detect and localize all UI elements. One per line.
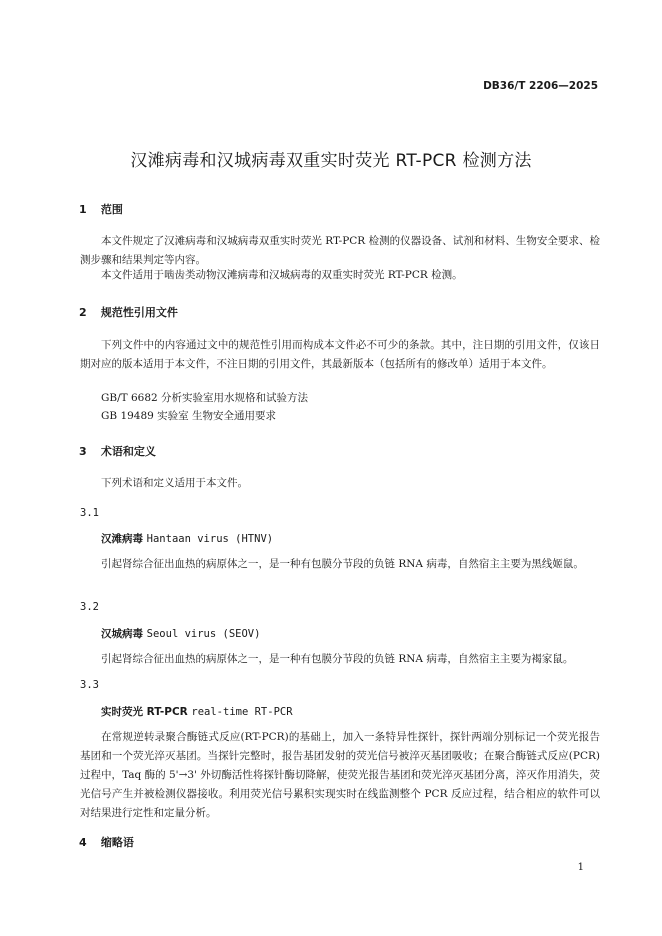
term-number: 3.1 [80, 507, 99, 519]
section-number: 4 [79, 836, 87, 849]
reference-item: GB/T 6682 分析实验室用水规格和试验方法 [101, 392, 309, 404]
term-heading [101, 531, 273, 546]
section-title: 规范性引用文件 [100, 306, 178, 319]
section-heading-scope [79, 201, 123, 217]
section-heading-abbreviations [79, 834, 134, 850]
document-number: DB36/T 2206—2025 [483, 80, 598, 92]
term-zh: 汉城病毒 [101, 628, 143, 640]
section-title: 缩略语 [100, 836, 134, 849]
section-heading-normative [79, 304, 178, 320]
page-title: 汉滩病毒和汉城病毒双重实时荧光 RT-PCR 检测方法 [130, 151, 532, 171]
term-heading [101, 626, 260, 641]
term-heading [101, 704, 293, 719]
section-title: 范围 [100, 203, 123, 216]
term-definition: 在常规逆转录聚合酶链式反应(RT-PCR)的基础上，加入一条特异性探针，探针两端分别标记一个荧光报告基团和一个荧光淬灭基团。当探针完整时，报告基团发射的荧光信号被淬灭基团吸收；在聚合酶链式反应(PCR)过程中，Taq 酶的 5'→3' 外切酶活性将探针酶切降解，使荧光报告基团和荧光淬灭基团分离，淬灭作用消失，荧光信号产生并被检测仪器接收。利用荧光信号累积实现实时在线监测整个 PCR 反应过程，结合相应的软件可以对结果进行定性和定量分析。 [80, 731, 600, 819]
section-heading-terms [79, 443, 156, 459]
reference-item: GB 19489 实验室 生物安全通用要求 [101, 410, 277, 422]
term-en: Hantaan virus (HTNV) [146, 533, 274, 545]
term-definition: 引起肾综合征出血热的病原体之一，是一种有包膜分节段的负链 RNA 病毒，自然宿主主要为褐家鼠。 [101, 653, 574, 665]
term-number: 3.2 [80, 601, 99, 613]
section-title: 术语和定义 [100, 445, 156, 458]
term-number: 3.3 [80, 679, 99, 691]
section-number: 1 [79, 203, 87, 216]
term-zh: 实时荧光 RT-PCR [101, 706, 188, 718]
normative-paragraph: 下列文件中的内容通过文中的规范性引用而构成本文件必不可少的条款。其中，注日期的引用文件，仅该日期对应的版本适用于本文件，不注日期的引用文件，其最新版本（包括所有的修改单）适用于本文件。 [80, 339, 600, 370]
scope-paragraph-2: 本文件适用于啮齿类动物汉滩病毒和汉城病毒的双重实时荧光 RT-PCR 检测。 [101, 269, 463, 281]
term-definition: 引起肾综合征出血热的病原体之一，是一种有包膜分节段的负链 RNA 病毒，自然宿主主要为黑线姬鼠。 [101, 558, 584, 570]
scope-paragraph-1: 本文件规定了汉滩病毒和汉城病毒双重实时荧光 RT-PCR 检测的仪器设备、试剂和材料、生物安全要求、检测步骤和结果判定等内容。 [80, 235, 600, 266]
section-number: 3 [79, 445, 87, 458]
section-number: 2 [79, 306, 87, 319]
term-en: real-time RT-PCR [191, 706, 293, 718]
term-zh: 汉滩病毒 [101, 533, 143, 545]
page-number: 1 [577, 862, 584, 873]
terms-intro: 下列术语和定义适用于本文件。 [101, 477, 248, 489]
term-en: Seoul virus (SEOV) [146, 628, 261, 640]
